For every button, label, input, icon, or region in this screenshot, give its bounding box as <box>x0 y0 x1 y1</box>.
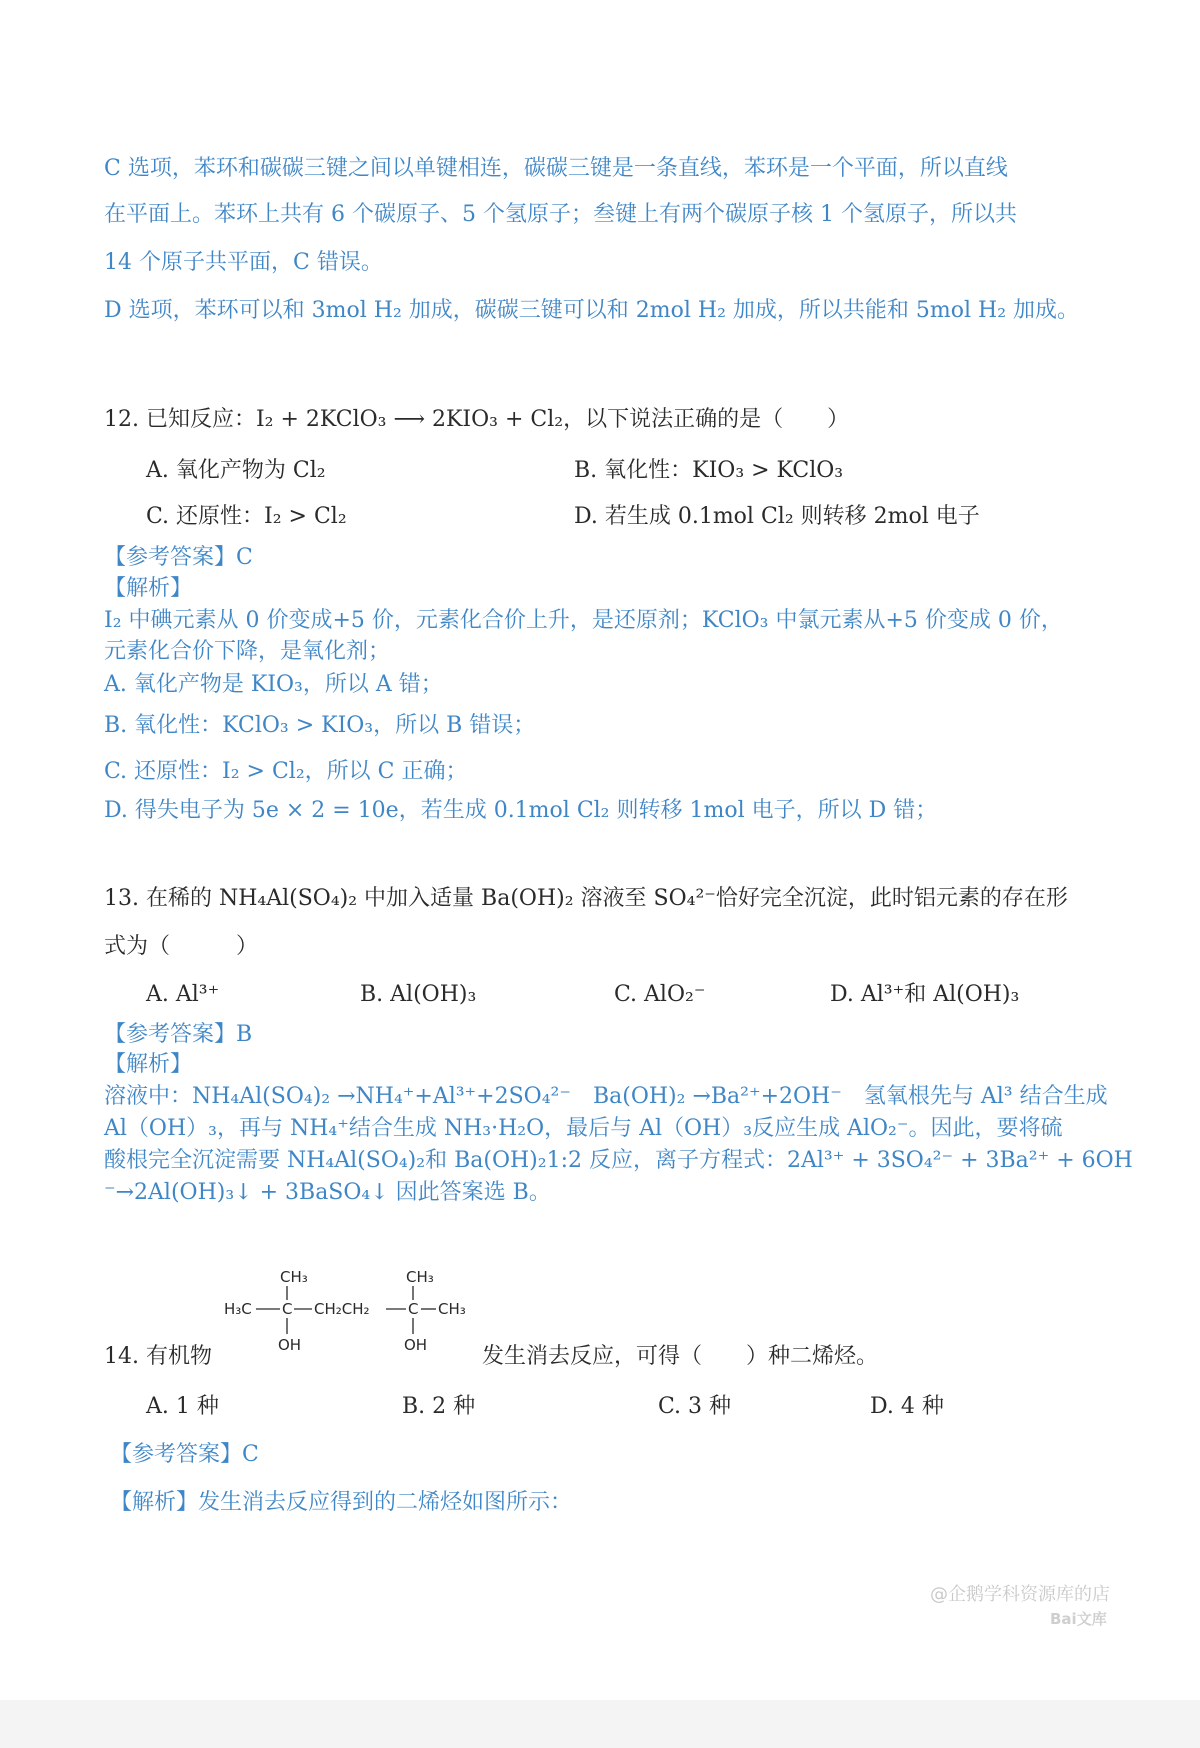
q14-option-c: C. 3 种 <box>658 1394 732 1419</box>
q12-analysis-title: 【解析】 <box>104 576 193 601</box>
q13-stem-line-2: 式为（ ） <box>104 934 259 959</box>
c-right-label: C <box>408 1300 419 1318</box>
h3c-label: H₃C <box>224 1300 252 1318</box>
q12-analysis-line-6: D. 得失电子为 5e × 2 = 10e，若生成 0.1mol Cl₂ 则转移 1mol 电子，所以 D 错； <box>104 798 938 823</box>
oh-right-label: OH <box>404 1336 428 1354</box>
q12-analysis-line-2: 元素化合价下降，是氧化剂； <box>104 639 391 664</box>
q12-option-b: B. 氧化性：KIO₃ > KClO₃ <box>574 458 844 483</box>
q12-answer: 【参考答案】C <box>104 545 253 570</box>
q13-analysis-title: 【解析】 <box>104 1052 193 1077</box>
q14-option-b: B. 2 种 <box>402 1394 476 1419</box>
chain-label: CH₂CH₂ <box>314 1300 370 1318</box>
q12-option-a: A. 氧化产物为 Cl₂ <box>146 458 326 483</box>
structural-formula <box>218 1268 478 1358</box>
analysis-c-line-2: 在平面上。苯环上共有 6 个碳原子、5 个氢原子；叁键上有两个碳原子核 1 个氢原子，所以共 <box>104 202 1017 227</box>
q12-analysis-line-1: I₂ 中碘元素从 0 价变成+5 价，元素化合价上升，是还原剂；KClO₃ 中氯元素从+5 价变成 0 价， <box>104 608 1063 633</box>
ch3-end-label: CH₃ <box>438 1300 466 1318</box>
analysis-c-line-1: C 选项，苯环和碳碳三键之间以单键相连，碳碳三键是一条直线，苯环是一个平面，所以直线 <box>104 156 1008 181</box>
q12-stem: 12. 已知反应：I₂ + 2KClO₃ ⟶ 2KIO₃ + Cl₂，以下说法正确的是（ ） <box>104 407 850 432</box>
q14-answer: 【参考答案】C <box>110 1442 259 1467</box>
q14-option-d: D. 4 种 <box>870 1394 944 1419</box>
q13-answer: 【参考答案】B <box>104 1022 253 1047</box>
q12-option-c: C. 还原性：I₂ > Cl₂ <box>146 504 347 529</box>
brand-watermark: Bai文库 <box>1050 1610 1107 1628</box>
q13-analysis-line-1: 溶液中：NH₄Al(SO₄)₂ →NH₄⁺+Al³⁺+2SO₄²⁻ Ba(OH)₂ →Ba²⁺+2OH⁻ 氢氧根先与 Al³ 结合生成 <box>104 1084 1108 1109</box>
q13-analysis-line-4: ⁻→2Al(OH)₃↓ + 3BaSO₄↓ 因此答案选 B。 <box>104 1180 551 1205</box>
q14-stem-suffix: 发生消去反应，可得（ ）种二烯烃。 <box>482 1344 879 1369</box>
q12-analysis-line-3: A. 氧化产物是 KIO₃，所以 A 错； <box>104 672 443 697</box>
c-left-label: C <box>282 1300 293 1318</box>
ch3-left-label: CH₃ <box>280 1268 308 1286</box>
bottom-bar <box>0 1700 1200 1748</box>
analysis-c-line-3: 14 个原子共平面，C 错误。 <box>104 250 383 275</box>
shop-watermark: @企鹅学科资源库的店 <box>930 1584 1110 1605</box>
q13-option-b: B. Al(OH)₃ <box>360 982 477 1007</box>
q13-option-d: D. Al³⁺和 Al(OH)₃ <box>830 982 1020 1007</box>
q13-option-c: C. AlO₂⁻ <box>614 982 706 1007</box>
q13-option-a: A. Al³⁺ <box>146 982 220 1007</box>
q12-analysis-line-4: B. 氧化性：KClO₃ > KIO₃，所以 B 错误； <box>104 713 536 738</box>
q14-option-a: A. 1 种 <box>146 1394 219 1419</box>
q13-analysis-line-3: 酸根完全沉淀需要 NH₄Al(SO₄)₂和 Ba(OH)₂1:2 反应，离子方程式：2Al³⁺ + 3SO₄²⁻ + 3Ba²⁺ + 6OH <box>104 1148 1133 1173</box>
q12-option-d: D. 若生成 0.1mol Cl₂ 则转移 2mol 电子 <box>574 504 980 529</box>
analysis-d-line: D 选项，苯环可以和 3mol H₂ 加成，碳碳三键可以和 2mol H₂ 加成，所以共能和 5mol H₂ 加成。 <box>104 298 1080 323</box>
q14-analysis: 【解析】发生消去反应得到的二烯烃如图所示： <box>110 1490 573 1515</box>
q13-analysis-line-2: Al（OH）₃，再与 NH₄⁺结合生成 NH₃·H₂O，最后与 Al（OH）₃反应生成 AlO₂⁻。因此，要将硫 <box>104 1116 1063 1141</box>
ch3-right-label: CH₃ <box>406 1268 434 1286</box>
q13-stem-line-1: 13. 在稀的 NH₄Al(SO₄)₂ 中加入适量 Ba(OH)₂ 溶液至 SO₄²⁻恰好完全沉淀，此时铝元素的存在形 <box>104 886 1068 911</box>
q14-stem-prefix: 14. 有机物 <box>104 1344 212 1369</box>
oh-left-label: OH <box>278 1336 302 1354</box>
q12-analysis-line-5: C. 还原性：I₂ > Cl₂，所以 C 正确； <box>104 759 468 784</box>
